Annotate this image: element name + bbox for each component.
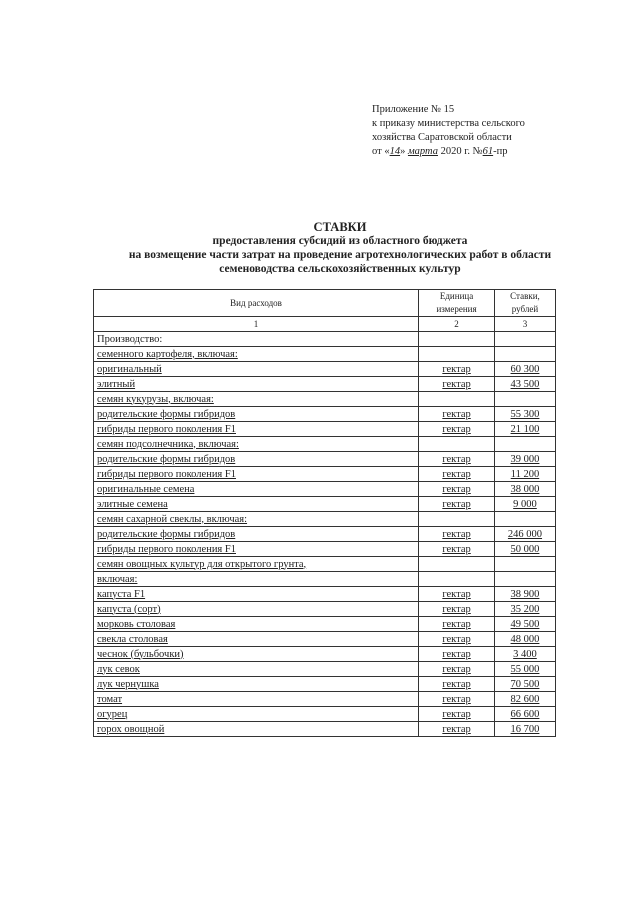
row-name: гибриды первого поколения F1 (94, 422, 419, 437)
row-unit: гектар (419, 452, 495, 467)
table-row (94, 662, 556, 677)
row-unit: гектар (419, 467, 495, 482)
row-rate: 48 000 (494, 632, 555, 647)
rates-body (94, 332, 556, 737)
row-name: родительские формы гибридов (94, 407, 419, 422)
title-line-4: семеноводства сельскохозяйственных культур (219, 263, 461, 275)
row-unit (419, 572, 495, 587)
table-row (94, 527, 556, 542)
row-rate: 55 300 (494, 407, 555, 422)
row-name: гибриды первого поколения F1 (94, 467, 419, 482)
col-number-3: 3 (494, 317, 555, 332)
title-line-3: на возмещение части затрат на проведение агротехнологических работ в области (128, 249, 552, 261)
header-name: Вид расходов (94, 290, 419, 317)
header-row (94, 290, 556, 317)
appendix-line-3: хозяйства Саратовской области (372, 132, 512, 143)
row-name: горох овощной (94, 722, 419, 737)
row-rate: 43 500 (494, 377, 555, 392)
table-row (94, 362, 556, 377)
date-prefix: от « (372, 146, 390, 157)
order-number: 61 (482, 146, 494, 157)
row-name: семян кукурузы, включая: (94, 392, 419, 407)
row-unit: гектар (419, 407, 495, 422)
row-name: семян подсолнечника, включая: (94, 437, 419, 452)
row-rate: 82 600 (494, 692, 555, 707)
row-rate: 38 000 (494, 482, 555, 497)
row-name: гибриды первого поколения F1 (94, 542, 419, 557)
row-unit: гектар (419, 527, 495, 542)
row-rate: 60 300 (494, 362, 555, 377)
row-name: оригинальный (94, 362, 419, 377)
column-number-row (94, 317, 556, 332)
table-row (94, 707, 556, 722)
table-row (94, 542, 556, 557)
row-rate: 49 500 (494, 617, 555, 632)
row-name: лук чернушка (94, 677, 419, 692)
row-unit: гектар (419, 422, 495, 437)
row-name: капуста (сорт) (94, 602, 419, 617)
row-rate (494, 512, 555, 527)
table-row (94, 632, 556, 647)
row-name: родительские формы гибридов (94, 527, 419, 542)
table-row (94, 617, 556, 632)
table-row (94, 692, 556, 707)
row-name: семян сахарной свеклы, включая: (94, 512, 419, 527)
row-unit (419, 392, 495, 407)
title-line-2: предоставления субсидий из областного бюджета (212, 235, 468, 247)
row-rate (494, 437, 555, 452)
table-row (94, 452, 556, 467)
row-rate: 9 000 (494, 497, 555, 512)
header-unit: Единица измерения (419, 290, 495, 317)
row-rate: 70 500 (494, 677, 555, 692)
row-unit (419, 512, 495, 527)
row-rate (494, 557, 555, 572)
row-unit: гектар (419, 632, 495, 647)
row-unit: гектар (419, 617, 495, 632)
table-row (94, 722, 556, 737)
header-rate: Ставки, рублей (494, 290, 555, 317)
date-mid-2: 2020 г. № (437, 146, 483, 157)
date-month: марта (407, 146, 438, 157)
row-unit: гектар (419, 602, 495, 617)
row-rate: 21 100 (494, 422, 555, 437)
row-unit: гектар (419, 362, 495, 377)
table-row (94, 587, 556, 602)
row-name: лук севок (94, 662, 419, 677)
col-number-2: 2 (419, 317, 495, 332)
row-rate: 39 000 (494, 452, 555, 467)
row-rate: 3 400 (494, 647, 555, 662)
row-name: семенного картофеля, включая: (94, 347, 419, 362)
title-main: СТАВКИ (313, 220, 367, 234)
row-name: томат (94, 692, 419, 707)
row-rate: 35 200 (494, 602, 555, 617)
row-unit: гектар (419, 707, 495, 722)
row-name: Производство: (94, 332, 419, 347)
date-day: 14 (389, 146, 401, 157)
date-suffix: -пр (493, 146, 508, 157)
table-row (94, 572, 556, 587)
table-row (94, 332, 556, 347)
row-rate: 246 000 (494, 527, 555, 542)
table-row (94, 422, 556, 437)
row-name: огурец (94, 707, 419, 722)
appendix-header (372, 103, 525, 159)
row-rate: 38 900 (494, 587, 555, 602)
table-row (94, 392, 556, 407)
row-name: семян овощных культур для открытого грунта, (94, 557, 419, 572)
row-rate: 66 600 (494, 707, 555, 722)
row-unit: гектар (419, 377, 495, 392)
date-mid-1: » (400, 146, 408, 157)
row-rate (494, 332, 555, 347)
table-row (94, 407, 556, 422)
table-row (94, 512, 556, 527)
row-name: оригинальные семена (94, 482, 419, 497)
table-row (94, 677, 556, 692)
row-rate: 50 000 (494, 542, 555, 557)
row-unit: гектар (419, 497, 495, 512)
row-unit: гектар (419, 542, 495, 557)
row-name: элитные семена (94, 497, 419, 512)
row-rate (494, 347, 555, 362)
col-number-1: 1 (94, 317, 419, 332)
appendix-date-line (372, 145, 525, 159)
table-row (94, 467, 556, 482)
row-name: капуста F1 (94, 587, 419, 602)
row-unit (419, 557, 495, 572)
row-rate (494, 392, 555, 407)
row-rate: 16 700 (494, 722, 555, 737)
row-unit: гектар (419, 662, 495, 677)
table-row (94, 557, 556, 572)
row-name: свекла столовая (94, 632, 419, 647)
row-unit (419, 437, 495, 452)
table-row (94, 497, 556, 512)
row-unit: гектар (419, 677, 495, 692)
row-rate: 55 000 (494, 662, 555, 677)
row-unit: гектар (419, 587, 495, 602)
row-unit: гектар (419, 722, 495, 737)
row-name: морковь столовая (94, 617, 419, 632)
table-row (94, 347, 556, 362)
row-unit (419, 332, 495, 347)
table-row (94, 377, 556, 392)
appendix-line-2: к приказу министерства сельского (372, 118, 525, 129)
row-unit (419, 347, 495, 362)
table-row (94, 602, 556, 617)
table-row (94, 482, 556, 497)
rates-table (93, 289, 556, 737)
row-unit: гектар (419, 647, 495, 662)
row-name: родительские формы гибридов (94, 452, 419, 467)
row-name: элитный (94, 377, 419, 392)
row-name: чеснок (бульбочки) (94, 647, 419, 662)
row-rate (494, 572, 555, 587)
row-unit: гектар (419, 692, 495, 707)
row-unit: гектар (419, 482, 495, 497)
table-row (94, 437, 556, 452)
table-row (94, 647, 556, 662)
row-name: включая: (94, 572, 419, 587)
appendix-line-1: Приложение № 15 (372, 104, 455, 115)
row-rate: 11 200 (494, 467, 555, 482)
document-title (40, 220, 640, 276)
